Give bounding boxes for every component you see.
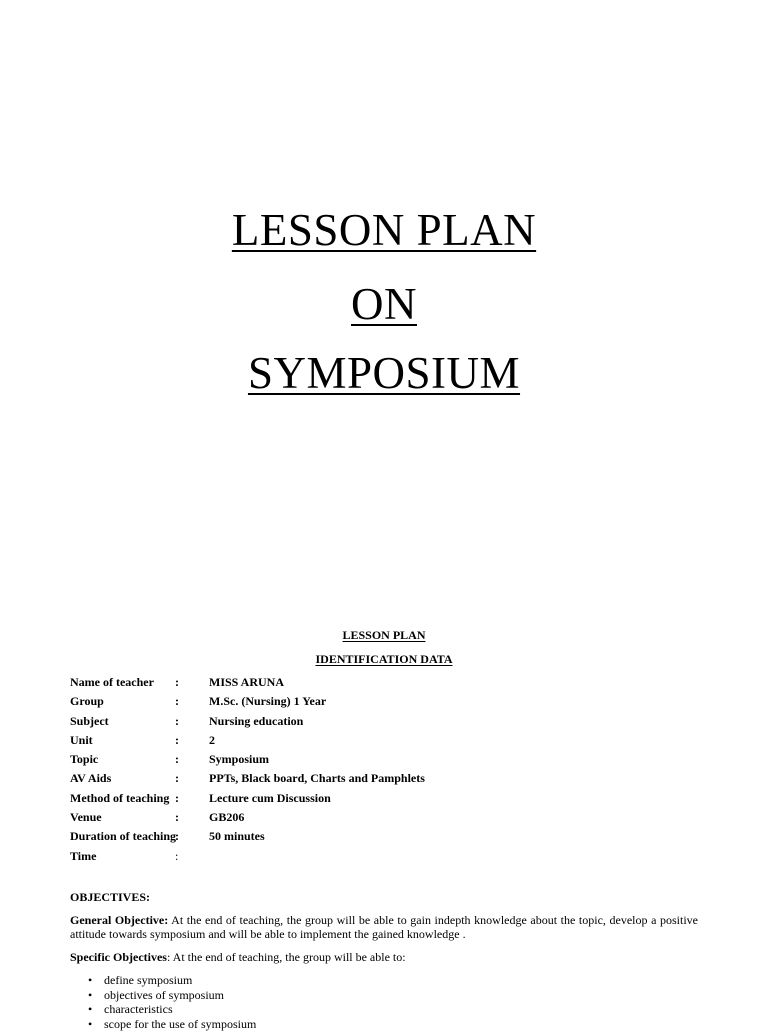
list-item: • scope for the use of symposium	[88, 1017, 256, 1031]
id-label: AV Aids	[70, 769, 175, 788]
id-colon: :	[175, 789, 209, 808]
specific-objectives-label: Specific Objectives	[70, 950, 167, 964]
identification-data-heading: IDENTIFICATION DATA	[0, 651, 768, 667]
specific-objectives-text: : At the end of teaching, the group will be able to:	[167, 950, 406, 964]
id-value: Lecture cum Discussion	[209, 789, 331, 808]
id-value: 2	[209, 731, 215, 750]
id-value: GB206	[209, 808, 244, 827]
specific-objectives-list	[88, 973, 256, 1031]
id-label: Topic	[70, 750, 175, 769]
id-row-venue	[70, 808, 425, 827]
id-colon: :	[175, 769, 209, 788]
general-objective-text: At the end of teaching, the group will be able to gain indepth knowledge about the topic, develop a positive attitude towards symposium and will be able to implement the gained knowledge .	[70, 913, 698, 941]
title-line-3: SYMPOSIUM	[0, 347, 768, 399]
id-value: MISS ARUNA	[209, 673, 284, 692]
objectives-heading: OBJECTIVES:	[70, 889, 150, 905]
id-row-topic	[70, 750, 425, 769]
id-label: Venue	[70, 808, 175, 827]
id-colon: :	[175, 750, 209, 769]
id-colon: :	[175, 712, 209, 731]
id-value: PPTs, Black board, Charts and Pamphlets	[209, 769, 425, 788]
id-row-group	[70, 692, 425, 711]
id-value: 50 minutes	[209, 827, 265, 846]
id-value: Symposium	[209, 750, 269, 769]
id-row-name-of-teacher	[70, 673, 425, 692]
title-line-2: ON	[0, 278, 768, 330]
list-item: • define symposium	[88, 973, 256, 988]
id-label: Subject	[70, 712, 175, 731]
id-value: Nursing education	[209, 712, 303, 731]
id-label: Unit	[70, 731, 175, 750]
id-colon: :	[175, 847, 209, 866]
id-row-av-aids	[70, 769, 425, 788]
id-label: Method of teaching	[70, 789, 175, 808]
id-row-method-of-teaching	[70, 789, 425, 808]
id-colon: :	[175, 692, 209, 711]
id-row-duration-of-teaching	[70, 827, 425, 846]
id-label: Group	[70, 692, 175, 711]
id-colon: :	[175, 673, 209, 692]
specific-objectives-paragraph	[70, 950, 698, 964]
list-item: • objectives of symposium	[88, 988, 256, 1003]
lesson-plan-heading: LESSON PLAN	[0, 627, 768, 643]
id-value: M.Sc. (Nursing) 1 Year	[209, 692, 326, 711]
id-label: Name of teacher	[70, 673, 175, 692]
id-label: Time	[70, 847, 175, 866]
list-item: • characteristics	[88, 1002, 256, 1017]
id-label: Duration of teaching	[70, 827, 175, 846]
identification-table	[70, 673, 425, 866]
title-line-1: LESSON PLAN	[0, 204, 768, 256]
id-colon: :	[175, 827, 209, 846]
id-colon: :	[175, 731, 209, 750]
general-objective-paragraph	[70, 913, 698, 941]
id-row-subject	[70, 712, 425, 731]
id-colon: :	[175, 808, 209, 827]
general-objective-label: General Objective:	[70, 913, 168, 927]
id-row-unit	[70, 731, 425, 750]
id-row-time	[70, 847, 425, 866]
